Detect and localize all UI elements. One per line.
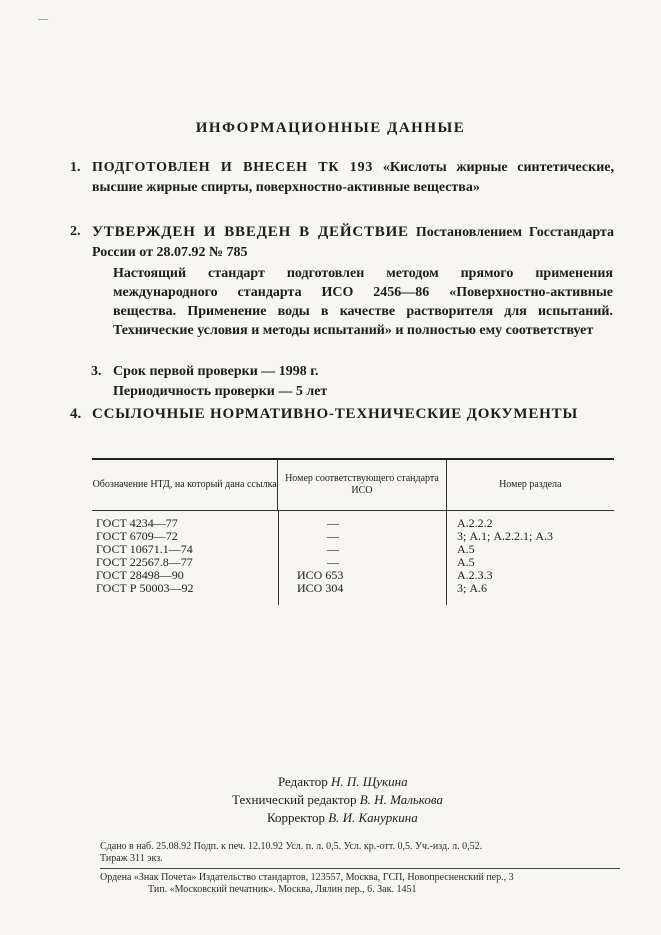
item-2-number: 2. (70, 224, 81, 239)
imprint-line-2: Тираж 311 экз. (100, 853, 163, 864)
item-4-number: 4. (70, 406, 82, 422)
tech-editor-name: В. Н. Малькова (359, 792, 443, 807)
table-cell: А.5 (457, 542, 475, 556)
item-2-lead: УТВЕРЖДЕН И ВВЕДЕН В ДЕЙСТВИЕ (92, 224, 409, 240)
page-title: ИНФОРМАЦИОННЫЕ ДАННЫЕ (195, 120, 466, 136)
table-cell: ГОСТ 10671.1—74 (96, 542, 193, 556)
table-cell: 3; А.1; А.2.2.1; А.3 (457, 529, 553, 543)
table-cell: 3; А.6 (457, 581, 487, 595)
editor-name: Н. П. Щукина (330, 774, 408, 789)
credit-tech-editor (232, 790, 443, 809)
table-cell: — (327, 555, 339, 569)
table-cell: ГОСТ 28498—90 (96, 568, 184, 582)
table-cell: ГОСТ 6709—72 (96, 529, 178, 543)
item-4 (70, 404, 614, 424)
corrector-name: В. И. Кануркина (328, 810, 418, 825)
table-cell: ГОСТ 22567.8—77 (96, 555, 193, 569)
table-header-iso: Номер соответствующего стандарта ИСО (277, 460, 445, 510)
table-header (92, 460, 614, 511)
item-1-text: «Кислоты жирные синтетические, высшие жирные спирты, поверхностно-активные вещества» (92, 160, 614, 195)
table-body (92, 511, 614, 605)
item-3-line-2: Периодичность проверки — 5 лет (113, 384, 328, 399)
page-mark: — (38, 14, 48, 25)
table-cell: ГОСТ Р 50003—92 (96, 581, 194, 595)
table-cell: А.2.3.3 (457, 568, 493, 582)
item-2 (70, 222, 615, 263)
item-3 (91, 362, 593, 402)
references-table (92, 458, 614, 605)
table-cell: ИСО 653 (297, 568, 344, 582)
table-header-section: Номер раздела (446, 460, 614, 510)
table-cell: — (327, 542, 339, 556)
imprint-block (100, 841, 620, 896)
table-cell: ИСО 304 (297, 581, 344, 595)
imprint-line-3: Ордена «Знак Почета» Издательство стандартов, 123557, Москва, ГСП, Новопресненский пер., 3 (100, 868, 620, 884)
item-1-number: 1. (70, 160, 81, 175)
table-cell: ГОСТ 4234—77 (96, 516, 178, 530)
table-column-section (446, 511, 614, 605)
item-3-number: 3. (91, 364, 102, 379)
credit-corrector (267, 808, 418, 827)
table-column-iso (278, 511, 446, 605)
item-2-text: Постановлением Госстандарта России от 28.07.92 № 785 (92, 225, 615, 260)
table-cell: — (327, 516, 339, 530)
item-3-line-1: Срок первой проверки — 1998 г. (113, 364, 319, 379)
table-header-ntd: Обозначение НТД, на который дана ссылка (92, 479, 277, 490)
table-cell: — (327, 529, 339, 543)
table-cell: А.5 (457, 555, 475, 569)
table-cell: А.2.2.2 (457, 516, 493, 530)
item-4-text: ССЫЛОЧНЫЕ НОРМАТИВНО-ТЕХНИЧЕСКИЕ ДОКУМЕНТЫ (92, 406, 578, 422)
editor-label: Редактор (278, 774, 328, 789)
standard-note-paragraph: Настоящий стандарт подготовлен методом прямого применения международного стандарта ИСО 2456—86 «Поверхностно-активные вещества. Применение воды в качестве растворителя для испытаний. Технические условия и методы испытаний» и полностью ему соответствует (113, 266, 613, 338)
imprint-line-4: Тип. «Московский печатник». Москва, Лялин пер., 6. Зак. 1451 (148, 884, 417, 895)
imprint-line-1: Сдано в наб. 25.08.92 Подп. к печ. 12.10.92 Усл. п. л. 0,5. Усл. кр.-отт. 0,5. Уч.-изд. л. 0,52. (100, 841, 483, 852)
credit-editor (278, 772, 408, 791)
table-column-ntd (92, 511, 278, 605)
item-1 (70, 158, 614, 198)
corrector-label: Корректор (267, 810, 325, 825)
tech-editor-label: Технический редактор (232, 792, 357, 807)
item-1-lead: ПОДГОТОВЛЕН И ВНЕСЕН ТК 193 (92, 160, 374, 175)
